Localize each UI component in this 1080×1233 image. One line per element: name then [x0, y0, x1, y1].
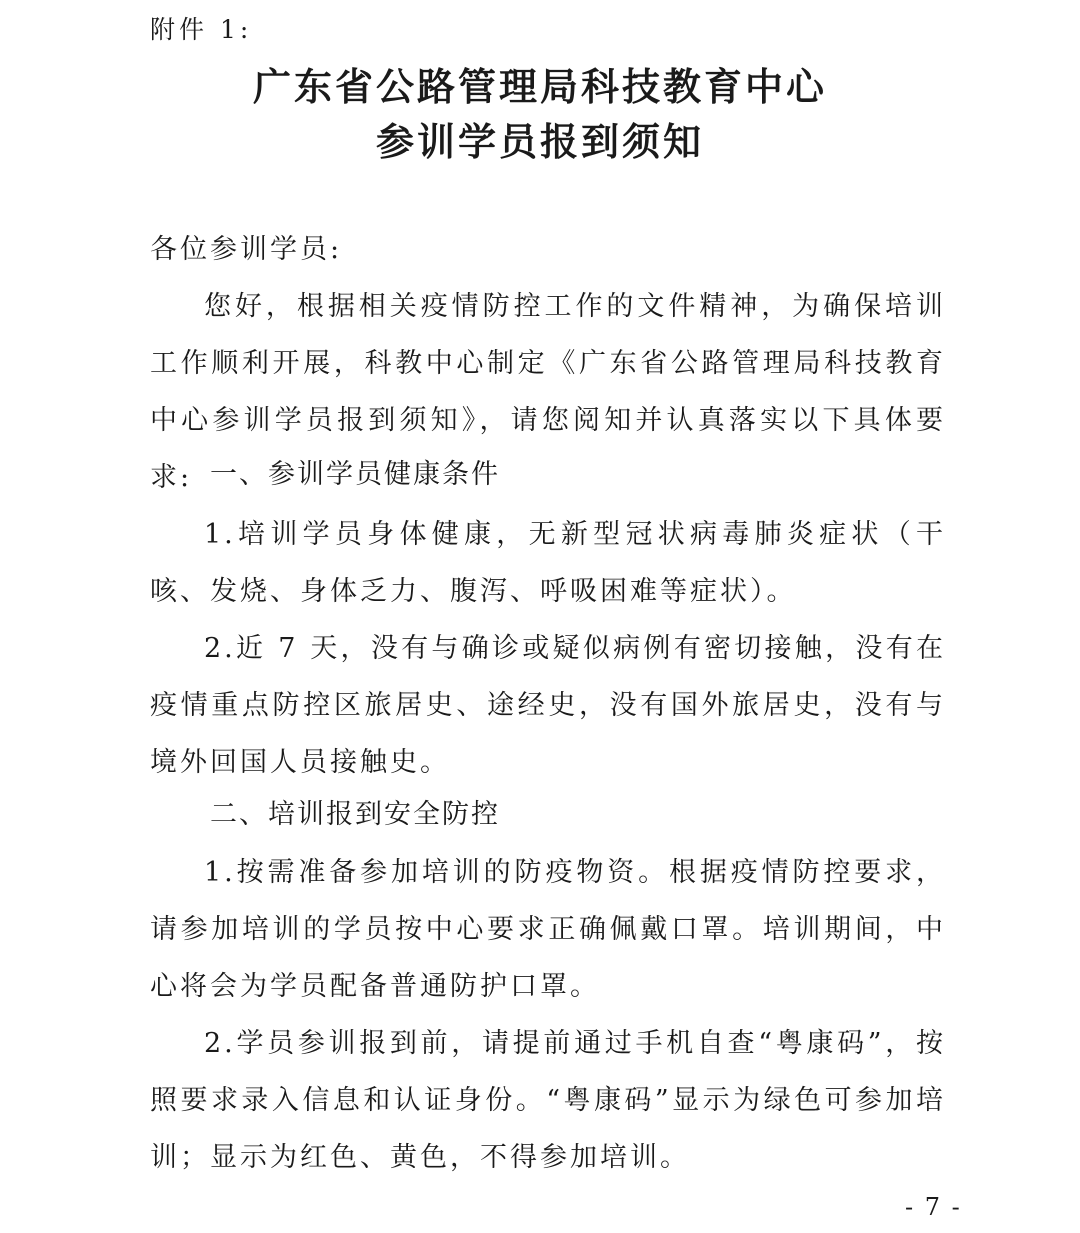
section-heading-safety: 二、培训报到安全防控	[210, 799, 500, 830]
safety-control-item-1: 1.按需准备参加培训的防疫物资。根据疫情防控要求，请参加培训的学员按中心要求正确佩戴口罩。培训期间，中心将会为学员配备普通防护口罩。	[150, 857, 946, 1002]
page-number: - 7 -	[905, 1193, 962, 1221]
intro-paragraph: 您好，根据相关疫情防控工作的文件精神，为确保培训工作顺利开展，科教中心制定《广东省公路管理局科技教育中心参训学员报到须知》，请您阅知并认真落实以下具体要求:	[150, 291, 946, 493]
health-condition-item-1: 1.培训学员身体健康，无新型冠状病毒肺炎症状（干咳、发烧、身体乏力、腹泻、呼吸困难等症状）。	[150, 519, 946, 607]
salutation: 各位参训学员:	[150, 234, 343, 265]
section-heading-health: 一、参训学员健康条件	[210, 459, 500, 490]
attachment-label: 附件 1:	[150, 15, 253, 44]
document-title-line-2: 参训学员报到须知	[375, 120, 704, 164]
document-title-line-1: 广东省公路管理局科技教育中心	[252, 65, 827, 109]
safety-control-item-2: 2.学员参训报到前，请提前通过手机自查“粤康码”，按照要求录入信息和认证身份。“粤康码”显示为绿色可参加培训；显示为红色、黄色，不得参加培训。	[150, 1028, 946, 1173]
health-condition-item-2: 2.近 7 天，没有与确诊或疑似病例有密切接触，没有在疫情重点防控区旅居史、途经史，没有国外旅居史，没有与境外回国人员接触史。	[150, 633, 946, 778]
